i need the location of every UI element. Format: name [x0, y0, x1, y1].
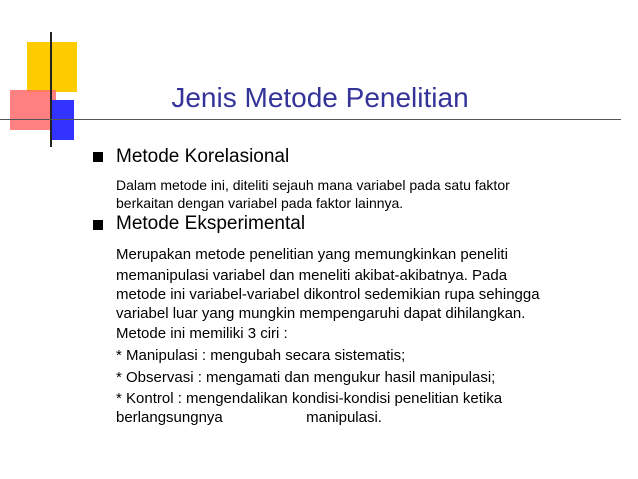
text-line: * Manipulasi : mengubah secara sistematis;	[116, 347, 406, 364]
text-line: berkaitan dengan variabel pada faktor lainnya.	[116, 195, 404, 211]
paragraph-korelasional	[116, 176, 510, 212]
decor-yellow-square	[27, 42, 77, 92]
text-line: memanipulasi variabel dan meneliti akibat-akibatnya. Pada	[116, 267, 508, 284]
text-line: * Observasi : mengamati dan mengukur hasil manipulasi;	[116, 369, 496, 386]
decor-vertical-line	[50, 32, 52, 147]
text-line: Merupakan metode penelitian yang memungkinkan peneliti	[116, 246, 508, 263]
heading-eksperimental: Metode Eksperimental	[116, 213, 306, 234]
bullet-square-icon	[93, 152, 103, 162]
text-line: berlangsungnya manipulasi.	[116, 409, 382, 426]
text-line: Dalam metode ini, diteliti sejauh mana variabel pada satu faktor	[116, 177, 510, 193]
text-line: metode ini variabel-variabel dikontrol sedemikian rupa sehingga	[116, 286, 540, 303]
text-line: Metode ini memiliki 3 ciri :	[116, 325, 288, 342]
title-underline	[0, 119, 621, 120]
slide-title: Jenis Metode Penelitian	[171, 82, 469, 113]
bullet-square-icon	[93, 220, 103, 230]
heading-korelasional: Metode Korelasional	[116, 146, 290, 167]
text-line: * Kontrol : mengendalikan kondisi-kondisi penelitian ketika	[116, 390, 503, 407]
text-line: variabel luar yang mungkin mempengaruhi dapat dihilangkan.	[116, 305, 526, 322]
paragraph-eksperimental	[116, 244, 540, 427]
decor-blue-square	[50, 100, 74, 140]
